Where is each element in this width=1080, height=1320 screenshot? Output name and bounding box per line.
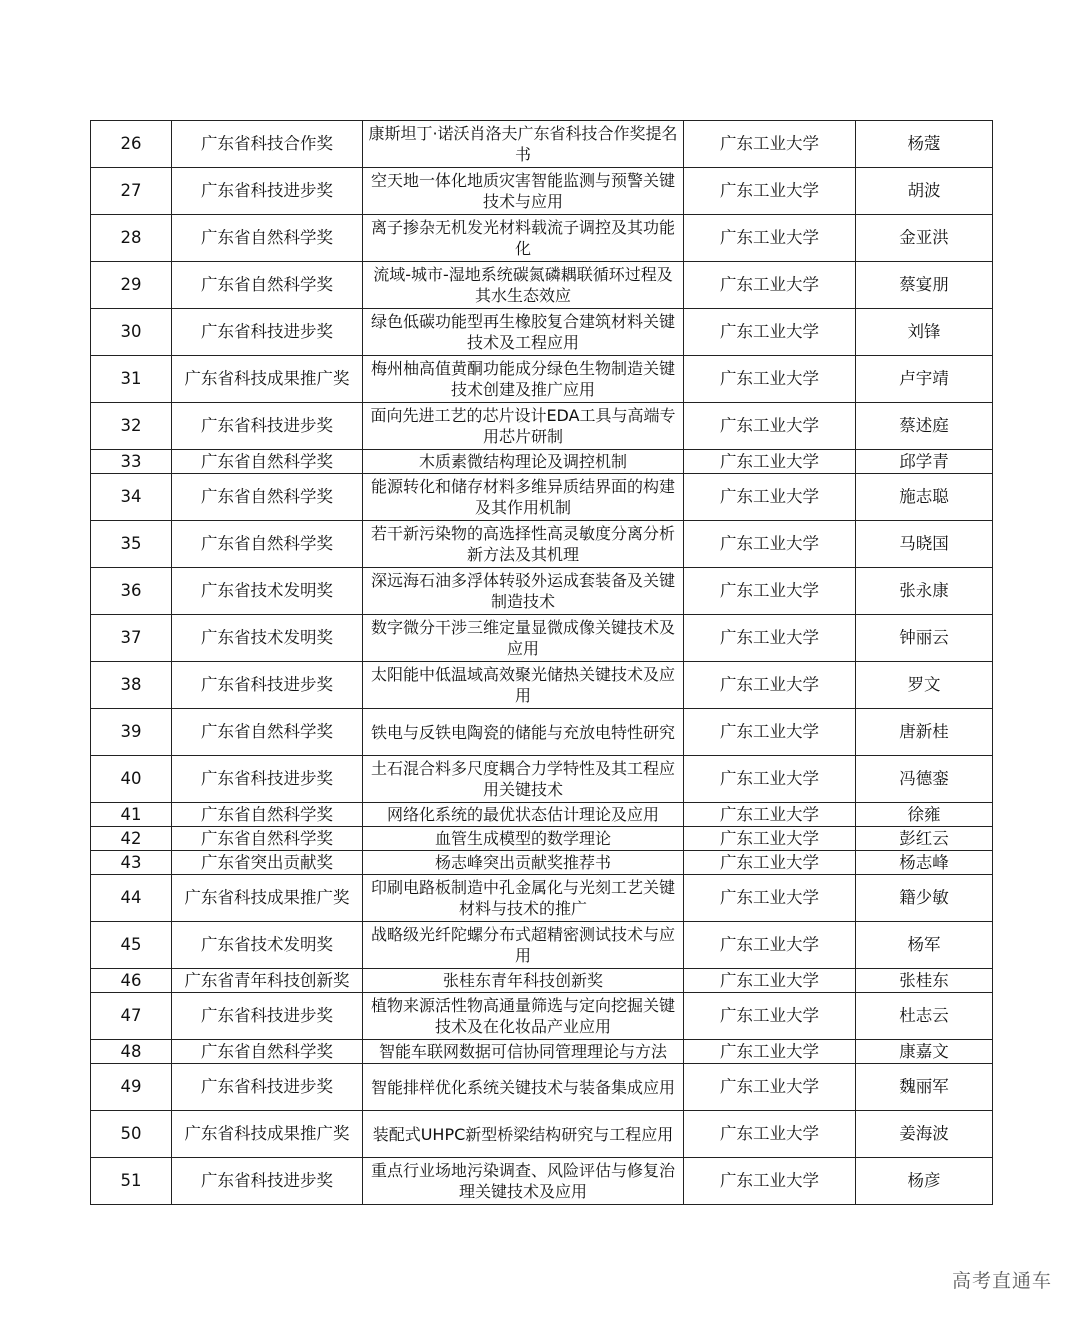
row-number-cell: 41 [91, 803, 172, 827]
award-type-cell: 广东省自然科学奖 [172, 450, 363, 474]
unit-name-cell: 广东工业大学 [684, 568, 856, 615]
award-type-cell: 广东省技术发明奖 [172, 568, 363, 615]
person-name-cell: 卢宇靖 [856, 356, 993, 403]
project-name-cell: 战略级光纤陀螺分布式超精密测试技术与应用 [363, 922, 684, 969]
unit-name-cell: 广东工业大学 [684, 450, 856, 474]
project-name-cell: 空天地一体化地质灾害智能监测与预警关键技术与应用 [363, 168, 684, 215]
project-name-cell: 网络化系统的最优状态估计理论及应用 [363, 803, 684, 827]
project-name-cell: 智能车联网数据可信协同管理理论与方法 [363, 1040, 684, 1064]
award-type-cell: 广东省自然科学奖 [172, 1040, 363, 1064]
row-number-cell: 35 [91, 521, 172, 568]
table-row [91, 1064, 993, 1111]
project-name-cell: 面向先进工艺的芯片设计EDA工具与高端专用芯片研制 [363, 403, 684, 450]
unit-name-cell: 广东工业大学 [684, 403, 856, 450]
row-number-cell: 48 [91, 1040, 172, 1064]
person-name-cell: 刘锋 [856, 309, 993, 356]
project-name-cell: 木质素微结构理论及调控机制 [363, 450, 684, 474]
table-row [91, 474, 993, 521]
row-number-cell: 29 [91, 262, 172, 309]
row-number-cell: 30 [91, 309, 172, 356]
award-type-cell: 广东省自然科学奖 [172, 827, 363, 851]
award-type-cell: 广东省科技进步奖 [172, 403, 363, 450]
table-row [91, 875, 993, 922]
person-name-cell: 蔡述庭 [856, 403, 993, 450]
project-name-cell: 重点行业场地污染调查、风险评估与修复治理关键技术及应用 [363, 1158, 684, 1205]
person-name-cell: 杜志云 [856, 993, 993, 1040]
table-row [91, 121, 993, 168]
row-number-cell: 46 [91, 969, 172, 993]
award-type-cell: 广东省技术发明奖 [172, 922, 363, 969]
person-name-cell: 邱学青 [856, 450, 993, 474]
table-row [91, 969, 993, 993]
table-row [91, 851, 993, 875]
row-number-cell: 47 [91, 993, 172, 1040]
project-name-cell: 梅州柚高值黄酮功能成分绿色生物制造关键技术创建及推广应用 [363, 356, 684, 403]
project-name-cell: 能源转化和储存材料多维异质结界面的构建及其作用机制 [363, 474, 684, 521]
project-name-cell: 智能排样优化系统关键技术与装备集成应用 [363, 1064, 684, 1111]
award-type-cell: 广东省青年科技创新奖 [172, 969, 363, 993]
row-number-cell: 49 [91, 1064, 172, 1111]
table-row [91, 262, 993, 309]
project-name-cell: 装配式UHPC新型桥梁结构研究与工程应用 [363, 1111, 684, 1158]
table-row [91, 1158, 993, 1205]
person-name-cell: 金亚洪 [856, 215, 993, 262]
row-number-cell: 39 [91, 709, 172, 756]
unit-name-cell: 广东工业大学 [684, 262, 856, 309]
row-number-cell: 45 [91, 922, 172, 969]
project-name-cell: 流域-城市-湿地系统碳氮磷耦联循环过程及其水生态效应 [363, 262, 684, 309]
person-name-cell: 张永康 [856, 568, 993, 615]
unit-name-cell: 广东工业大学 [684, 851, 856, 875]
award-type-cell: 广东省自然科学奖 [172, 803, 363, 827]
person-name-cell: 杨蔻 [856, 121, 993, 168]
unit-name-cell: 广东工业大学 [684, 521, 856, 568]
unit-name-cell: 广东工业大学 [684, 1158, 856, 1205]
unit-name-cell: 广东工业大学 [684, 756, 856, 803]
unit-name-cell: 广东工业大学 [684, 356, 856, 403]
project-name-cell: 若干新污染物的高选择性高灵敏度分离分析新方法及其机理 [363, 521, 684, 568]
row-number-cell: 33 [91, 450, 172, 474]
row-number-cell: 50 [91, 1111, 172, 1158]
award-type-cell: 广东省科技成果推广奖 [172, 356, 363, 403]
row-number-cell: 51 [91, 1158, 172, 1205]
project-name-cell: 印刷电路板制造中孔金属化与光刻工艺关键材料与技术的推广 [363, 875, 684, 922]
row-number-cell: 32 [91, 403, 172, 450]
project-name-cell: 康斯坦丁·诺沃肖洛夫广东省科技合作奖提名书 [363, 121, 684, 168]
unit-name-cell: 广东工业大学 [684, 1040, 856, 1064]
award-type-cell: 广东省突出贡献奖 [172, 851, 363, 875]
table-row [91, 309, 993, 356]
project-name-cell: 太阳能中低温域高效聚光储热关键技术及应用 [363, 662, 684, 709]
unit-name-cell: 广东工业大学 [684, 875, 856, 922]
person-name-cell: 蔡宴朋 [856, 262, 993, 309]
unit-name-cell: 广东工业大学 [684, 803, 856, 827]
award-type-cell: 广东省自然科学奖 [172, 709, 363, 756]
row-number-cell: 34 [91, 474, 172, 521]
project-name-cell: 杨志峰突出贡献奖推荐书 [363, 851, 684, 875]
unit-name-cell: 广东工业大学 [684, 615, 856, 662]
table-row [91, 615, 993, 662]
person-name-cell: 籍少敏 [856, 875, 993, 922]
unit-name-cell: 广东工业大学 [684, 1111, 856, 1158]
table-row [91, 709, 993, 756]
unit-name-cell: 广东工业大学 [684, 993, 856, 1040]
award-type-cell: 广东省科技进步奖 [172, 662, 363, 709]
person-name-cell: 杨军 [856, 922, 993, 969]
project-name-cell: 植物来源活性物高通量筛选与定向挖掘关键技术及在化妆品产业应用 [363, 993, 684, 1040]
row-number-cell: 43 [91, 851, 172, 875]
row-number-cell: 31 [91, 356, 172, 403]
award-type-cell: 广东省科技进步奖 [172, 1064, 363, 1111]
table-row [91, 993, 993, 1040]
row-number-cell: 36 [91, 568, 172, 615]
person-name-cell: 胡波 [856, 168, 993, 215]
project-name-cell: 张桂东青年科技创新奖 [363, 969, 684, 993]
table-row [91, 403, 993, 450]
award-type-cell: 广东省科技合作奖 [172, 121, 363, 168]
row-number-cell: 37 [91, 615, 172, 662]
person-name-cell: 姜海波 [856, 1111, 993, 1158]
table-row [91, 450, 993, 474]
table-row [91, 803, 993, 827]
project-name-cell: 离子掺杂无机发光材料载流子调控及其功能化 [363, 215, 684, 262]
project-name-cell: 血管生成模型的数学理论 [363, 827, 684, 851]
award-type-cell: 广东省技术发明奖 [172, 615, 363, 662]
person-name-cell: 徐雍 [856, 803, 993, 827]
award-type-cell: 广东省科技进步奖 [172, 309, 363, 356]
person-name-cell: 张桂东 [856, 969, 993, 993]
project-name-cell: 土石混合料多尺度耦合力学特性及其工程应用关键技术 [363, 756, 684, 803]
unit-name-cell: 广东工业大学 [684, 309, 856, 356]
row-number-cell: 44 [91, 875, 172, 922]
person-name-cell: 唐新桂 [856, 709, 993, 756]
row-number-cell: 27 [91, 168, 172, 215]
table-row [91, 568, 993, 615]
unit-name-cell: 广东工业大学 [684, 474, 856, 521]
person-name-cell: 罗文 [856, 662, 993, 709]
unit-name-cell: 广东工业大学 [684, 827, 856, 851]
person-name-cell: 施志聪 [856, 474, 993, 521]
award-type-cell: 广东省科技成果推广奖 [172, 1111, 363, 1158]
person-name-cell: 魏丽军 [856, 1064, 993, 1111]
table-row [91, 168, 993, 215]
unit-name-cell: 广东工业大学 [684, 662, 856, 709]
table-row [91, 922, 993, 969]
unit-name-cell: 广东工业大学 [684, 121, 856, 168]
row-number-cell: 42 [91, 827, 172, 851]
person-name-cell: 康嘉文 [856, 1040, 993, 1064]
person-name-cell: 杨志峰 [856, 851, 993, 875]
award-type-cell: 广东省自然科学奖 [172, 521, 363, 568]
project-name-cell: 铁电与反铁电陶瓷的储能与充放电特性研究 [363, 709, 684, 756]
award-table [90, 120, 993, 1205]
award-type-cell: 广东省科技进步奖 [172, 168, 363, 215]
table-row [91, 1040, 993, 1064]
award-type-cell: 广东省自然科学奖 [172, 262, 363, 309]
award-type-cell: 广东省科技进步奖 [172, 993, 363, 1040]
person-name-cell: 彭红云 [856, 827, 993, 851]
unit-name-cell: 广东工业大学 [684, 969, 856, 993]
award-type-cell: 广东省科技进步奖 [172, 756, 363, 803]
row-number-cell: 40 [91, 756, 172, 803]
award-type-cell: 广东省自然科学奖 [172, 474, 363, 521]
unit-name-cell: 广东工业大学 [684, 922, 856, 969]
unit-name-cell: 广东工业大学 [684, 168, 856, 215]
table-row [91, 662, 993, 709]
row-number-cell: 26 [91, 121, 172, 168]
table-row [91, 1111, 993, 1158]
person-name-cell: 杨彦 [856, 1158, 993, 1205]
row-number-cell: 28 [91, 215, 172, 262]
person-name-cell: 冯德銮 [856, 756, 993, 803]
unit-name-cell: 广东工业大学 [684, 709, 856, 756]
table-row [91, 356, 993, 403]
table-row [91, 827, 993, 851]
watermark: 高考直通车 [951, 1270, 1052, 1292]
table-row [91, 215, 993, 262]
unit-name-cell: 广东工业大学 [684, 215, 856, 262]
award-table-body [91, 121, 993, 1205]
person-name-cell: 钟丽云 [856, 615, 993, 662]
table-row [91, 521, 993, 568]
row-number-cell: 38 [91, 662, 172, 709]
table-row [91, 756, 993, 803]
award-type-cell: 广东省科技进步奖 [172, 1158, 363, 1205]
award-type-cell: 广东省科技成果推广奖 [172, 875, 363, 922]
project-name-cell: 深远海石油多浮体转驳外运成套装备及关键制造技术 [363, 568, 684, 615]
project-name-cell: 绿色低碳功能型再生橡胶复合建筑材料关键技术及工程应用 [363, 309, 684, 356]
award-type-cell: 广东省自然科学奖 [172, 215, 363, 262]
unit-name-cell: 广东工业大学 [684, 1064, 856, 1111]
project-name-cell: 数字微分干涉三维定量显微成像关键技术及应用 [363, 615, 684, 662]
person-name-cell: 马晓国 [856, 521, 993, 568]
